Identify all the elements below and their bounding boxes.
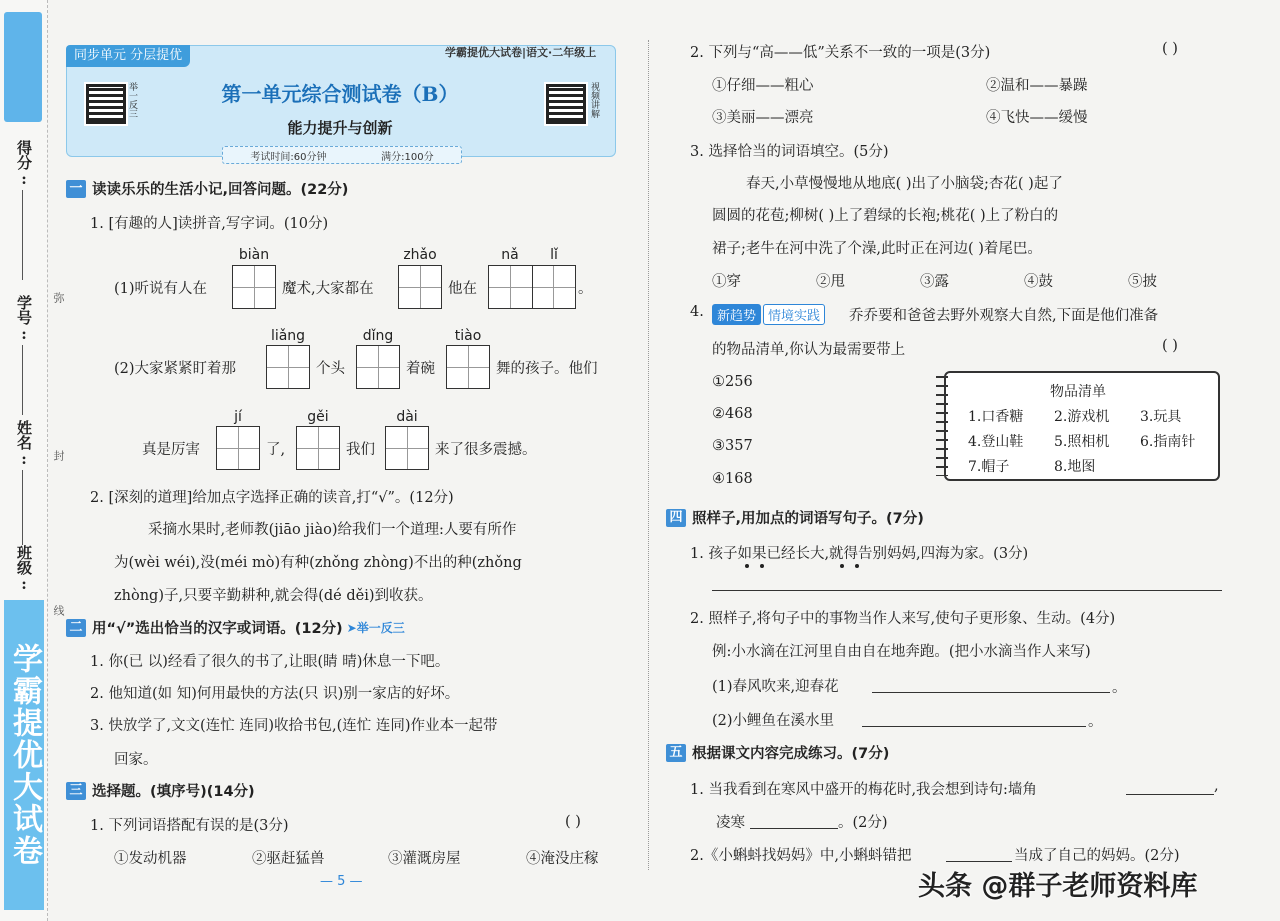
seal-cut-mark: 线 — [52, 605, 65, 616]
section-title: 用“√”选出恰当的汉字或词语。(12分) — [92, 621, 343, 637]
passage-line: 采摘水果时,老师教(jiāo jiào)给我们一个道理:人要有所作 — [148, 522, 517, 538]
question-item: 回家。 — [114, 752, 158, 768]
section-heading — [666, 742, 889, 763]
question-text: 2. 照样子,将句子中的事物当作人来写,使句子更形象、生动。(4分) — [690, 611, 1116, 627]
writing-grid[interactable] — [266, 345, 310, 389]
question-text: 1. [有趣的人]读拼音,写字词。(10分) — [90, 216, 329, 232]
question-item: 1. 你(已 以)经看了很久的书了,让眼(睛 晴)休息一下吧。 — [90, 654, 450, 670]
option: ①仔细——粗心 — [712, 78, 814, 94]
writing-grid[interactable] — [296, 426, 340, 470]
list-item: 3.玩具 — [1140, 409, 1182, 425]
writing-grid[interactable] — [398, 265, 442, 309]
question-text: 。(2分) — [838, 815, 888, 831]
list-item: 8.地图 — [1054, 459, 1096, 475]
sentence-text: 来了很多震撼。 — [435, 442, 537, 458]
scenario-badge: 情境实践 — [763, 304, 825, 325]
question-text: 2. [深刻的道理]给加点字选择正确的读音,打“√”。(12分) — [90, 490, 454, 506]
exam-time: 考试时间:60分钟 — [250, 151, 327, 163]
section-heading — [66, 780, 255, 801]
passage-line: 春天,小草慢慢地从地底( )出了小脑袋;杏花( )起了 — [746, 176, 1063, 192]
sentence-text: (1)听说有人在 — [114, 281, 208, 297]
answer-line[interactable] — [946, 861, 1012, 862]
exam-info-bar — [222, 146, 462, 164]
qr-right-label: 视频讲解 — [589, 82, 599, 118]
name-field-line — [22, 470, 23, 545]
answer-line[interactable] — [712, 590, 1222, 591]
writing-grid-double[interactable] — [488, 265, 576, 309]
punctuation: , — [1214, 778, 1219, 794]
list-item: 7.帽子 — [968, 459, 1010, 475]
answer-line[interactable] — [750, 828, 838, 829]
exam-score: 满分:100分 — [381, 151, 434, 163]
question-item: 3. 快放学了,文文(连忙 连同)收拾书包,(连忙 连同)作业本一起带 — [90, 718, 498, 734]
option: ⑤披 — [1128, 274, 1157, 290]
brand-vertical-title: 学霸提优大试卷 — [4, 600, 44, 910]
question-number: 4. — [690, 304, 704, 320]
pinyin-label: liǎng — [270, 328, 306, 344]
passage-line: 裙子;老牛在河中洗了个澡,此时正在河边( )着尾巴。 — [712, 241, 1042, 257]
writing-grid[interactable] — [216, 426, 260, 470]
list-item: 5.照相机 — [1054, 434, 1110, 450]
answer-paren[interactable]: ( ) — [565, 814, 581, 830]
section-number: 四 — [666, 509, 686, 527]
passage-line: 圆圆的花苞;柳树( )上了碧绿的长袍;桃花( )上了粉白的 — [712, 208, 1059, 224]
section-title: 照样子,用加点的词语写句子。(7分) — [692, 511, 924, 527]
sentence-text: 着碗 — [406, 361, 435, 377]
list-item: 1.口香糖 — [968, 409, 1024, 425]
spine-color-strip — [4, 12, 42, 122]
question-text: 1. 当我看到在寒风中盛开的梅花时,我会想到诗句:墙角 — [690, 782, 1037, 798]
option: ②甩 — [816, 274, 845, 290]
question-text: 1. 孩子如果已经长大,就得告别妈妈,四海为家。(3分) — [690, 546, 1029, 562]
question-item: 2. 他知道(如 知)何用最快的方法(只 识)别一家店的好坏。 — [90, 686, 460, 702]
column-divider — [648, 40, 649, 870]
example-text: 例:小水滴在江河里自由自在地奔跑。(把小水滴当作人来写) — [712, 644, 1091, 660]
writing-grid[interactable] — [385, 426, 429, 470]
question-text: 1. 下列词语搭配有误的是(3分) — [90, 818, 289, 834]
pinyin-label: jí — [234, 409, 242, 425]
sentence-end: 。 — [1088, 714, 1103, 730]
pinyin-label: dǐng — [362, 328, 394, 344]
option: ③灌溉房屋 — [388, 851, 461, 867]
question-text: 2. 下列与“高——低”关系不一致的一项是(3分) — [690, 45, 991, 61]
pinyin-label: gěi — [307, 409, 329, 425]
question-text: 当成了自己的妈妈。(2分) — [1014, 848, 1180, 864]
option: ②驱赶猛兽 — [252, 851, 325, 867]
score-field-line — [22, 190, 23, 280]
sync-unit-tag: 同步单元 分层提优 — [66, 45, 190, 67]
pinyin-label: zhǎo — [403, 247, 437, 263]
qr-code-icon[interactable] — [546, 84, 586, 124]
emphasis-dot — [855, 564, 859, 568]
sentence-text: 。 — [578, 281, 593, 297]
score-field-label: 得分: — [15, 140, 33, 188]
pinyin-label: tiào — [454, 328, 482, 344]
section-number: 一 — [66, 180, 86, 198]
section-number: 二 — [66, 619, 86, 637]
sentence-prompt: (2)小鲤鱼在溪水里 — [712, 713, 835, 729]
list-item: 4.登山鞋 — [968, 434, 1024, 450]
sentence-text: 了, — [266, 442, 286, 458]
pinyin-label: dài — [396, 409, 418, 425]
qr-left-label: 举一反三 — [127, 82, 137, 118]
passage-line: 为(wèi wéi),没(méi mò)有种(zhǒng zhòng)不出的种(zhǒng — [114, 555, 522, 571]
section-title: 选择题。(填序号)(14分) — [92, 784, 255, 800]
option: ③美丽——漂亮 — [712, 110, 814, 126]
section-title: 根据课文内容完成练习。(7分) — [692, 746, 890, 762]
sentence-end: 。 — [1112, 680, 1127, 696]
watermark-text: 头条 @群子老师资料库 — [918, 871, 1198, 902]
series-label: 学霸提优大试卷|语文·二年级上 — [445, 46, 597, 59]
notebook-rings-icon — [936, 376, 948, 476]
answer-line[interactable] — [872, 692, 1110, 693]
question-text: 的物品清单,你认为最需要带上 — [712, 342, 906, 358]
section-heading — [66, 178, 348, 199]
option: ③357 — [712, 438, 753, 454]
page-number: — 5 — — [320, 874, 363, 889]
answer-line[interactable] — [862, 726, 1086, 727]
option: ②468 — [712, 406, 753, 422]
sentence-prompt: (1)春风吹来,迎春花 — [712, 679, 839, 695]
section-number: 三 — [66, 782, 86, 800]
student-id-field-label: 学号: — [15, 295, 33, 343]
section-title: 读读乐乐的生活小记,回答问题。(22分) — [92, 182, 349, 198]
sentence-text: 我们 — [346, 442, 375, 458]
trend-badges — [712, 304, 825, 325]
seal-cut-mark: 弥 — [52, 292, 65, 303]
seal-cut-mark: 封 — [52, 450, 65, 461]
option: ②温和——暴躁 — [986, 78, 1088, 94]
pinyin-label: nǎ — [501, 247, 519, 263]
option: ①发动机器 — [114, 851, 187, 867]
sentence-text: 魔术,大家都在 — [282, 281, 374, 297]
answer-line[interactable] — [1126, 794, 1214, 795]
writing-grid[interactable] — [356, 345, 400, 389]
option: ③露 — [920, 274, 949, 290]
question-text: 2.《小蝌蚪找妈妈》中,小蝌蚪错把 — [690, 848, 912, 864]
answer-paren[interactable]: ( ) — [1162, 338, 1178, 354]
passage-line: zhòng)子,只要辛勤耕种,就会得(dé děi)到收获。 — [114, 588, 433, 604]
class-field-label: 班级: — [15, 545, 33, 593]
sentence-text: 舞的孩子。他们 — [496, 361, 598, 377]
option: ④飞快——缓慢 — [986, 110, 1088, 126]
question-text: 3. 选择恰当的词语填空。(5分) — [690, 144, 889, 160]
section-heading — [666, 507, 924, 528]
student-id-field-line — [22, 345, 23, 415]
qr-code-icon[interactable] — [86, 84, 126, 124]
sentence-text: 真是厉害 — [142, 442, 200, 458]
section-heading — [66, 617, 405, 638]
answer-paren[interactable]: ( ) — [1162, 41, 1178, 57]
name-field-label: 姓名: — [15, 420, 33, 468]
writing-grid[interactable] — [446, 345, 490, 389]
writing-grid[interactable] — [232, 265, 276, 309]
sentence-text: 他在 — [448, 281, 477, 297]
exam-title: 第一单元综合测试卷（B） — [221, 82, 459, 106]
emphasis-dot — [840, 564, 844, 568]
option: ①256 — [712, 374, 753, 390]
question-text: 凌寒 — [716, 815, 745, 831]
list-item: 6.指南针 — [1140, 434, 1196, 450]
emphasis-dot — [760, 564, 764, 568]
emphasis-dot — [745, 564, 749, 568]
sentence-text: 个头 — [316, 361, 345, 377]
option: ④淹没庄稼 — [526, 851, 599, 867]
list-item: 2.游戏机 — [1054, 409, 1110, 425]
practice-tag: ➤举一反三 — [346, 621, 405, 635]
pinyin-label: lǐ — [550, 247, 558, 263]
pinyin-label: biàn — [238, 247, 270, 263]
exam-subtitle: 能力提升与创新 — [287, 119, 393, 137]
sentence-text: (2)大家紧紧盯着那 — [114, 361, 237, 377]
option: ①穿 — [712, 274, 741, 290]
new-trend-badge: 新趋势 — [712, 304, 761, 325]
list-title: 物品清单 — [1050, 384, 1106, 400]
question-text: 乔乔要和爸爸去野外观察大自然,下面是他们准备 — [849, 308, 1159, 324]
section-number: 五 — [666, 744, 686, 762]
option: ④鼓 — [1024, 274, 1053, 290]
option: ④168 — [712, 471, 753, 487]
